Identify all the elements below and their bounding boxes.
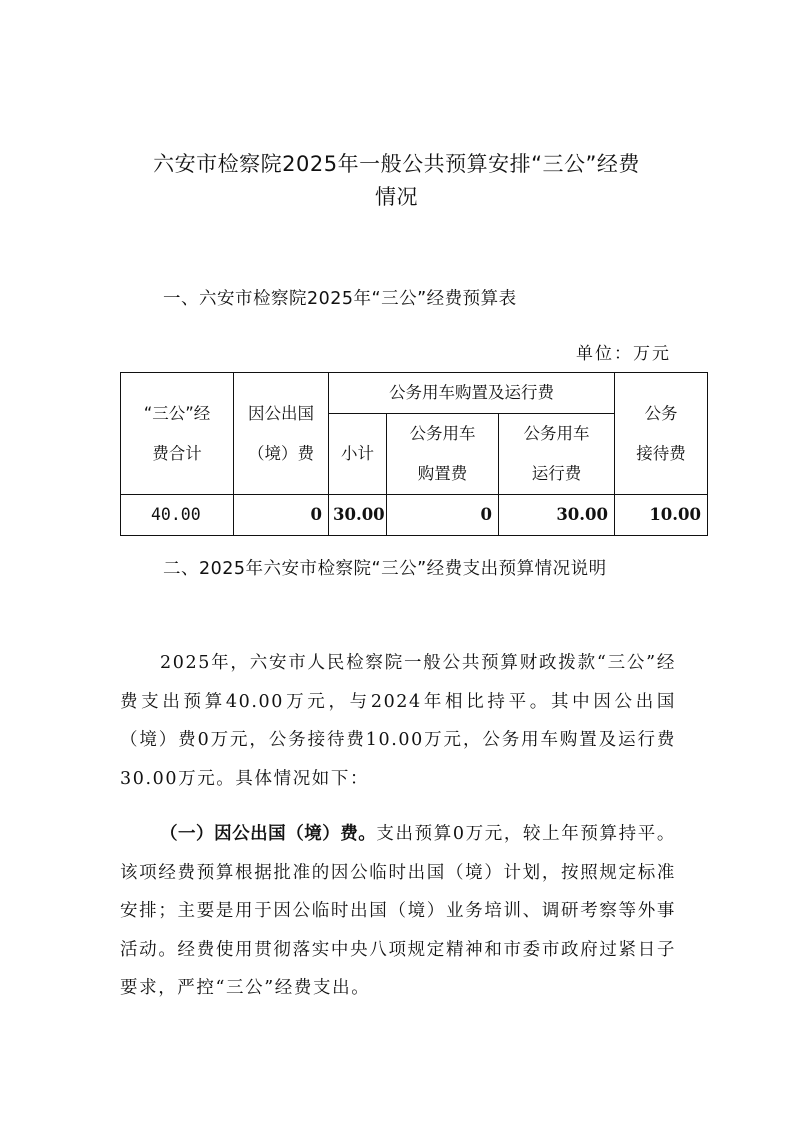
header-reception-line2: 接待费 xyxy=(636,443,686,463)
header-reception xyxy=(615,373,708,495)
page-title xyxy=(100,148,693,214)
cell-purchase: 0 xyxy=(387,495,499,536)
header-operation-line1: 公务用车 xyxy=(523,424,590,443)
header-total-line1: “三公”经 xyxy=(143,403,211,423)
header-operation xyxy=(499,414,615,495)
header-abroad-line1: 因公出国 xyxy=(248,403,314,423)
header-total-line2: 费合计 xyxy=(152,443,202,463)
page-title-line2: 情况 xyxy=(375,185,418,209)
header-subtotal: 小计 xyxy=(329,414,387,495)
budget-table xyxy=(120,372,708,536)
header-total xyxy=(121,373,234,495)
paragraph-abroad xyxy=(120,815,676,1008)
header-reception-line1: 公务 xyxy=(644,403,678,423)
header-purchase xyxy=(387,414,499,495)
paragraph-summary: 2025年，六安市人民检察院一般公共预算财政拨款“三公”经费支出预算40.00万元，与2024年相比持平。其中因公出国（境）费0万元，公务接待费10.00万元，公务用车购置及运行费30.00万元。具体情况如下： xyxy=(120,653,676,789)
paragraph-abroad-lead: （一）因公出国（境）费。 xyxy=(160,824,377,844)
cell-reception: 10.00 xyxy=(615,495,708,536)
cell-total: 40.00 xyxy=(121,495,234,536)
header-abroad-line2: （境）费 xyxy=(248,443,314,463)
header-abroad xyxy=(234,373,329,495)
header-purchase-line1: 公务用车 xyxy=(409,424,476,443)
paragraph-abroad-body: 支出预算0万元，较上年预算持平。该项经费预算根据批准的因公临时出国（境）计划，按照规定标准安排；主要是用于因公临时出国（境）业务培训、调研考察等外事活动。经费使用贯彻落实中央八项规定精神和市委市政府过紧日子要求，严控“三公”经费支出。 xyxy=(120,824,677,998)
unit-label: 单位：万元 xyxy=(576,344,671,364)
page-title-line1: 六安市检察院2025年一般公共预算安排“三公”经费 xyxy=(153,152,640,176)
section1-heading: 一、六安市检察院2025年“三公”经费预算表 xyxy=(163,289,517,309)
cell-subtotal: 30.00 xyxy=(329,495,387,536)
cell-abroad: 0 xyxy=(234,495,329,536)
section2-heading: 二、2025年六安市检察院“三公”经费支出预算情况说明 xyxy=(163,559,607,579)
header-purchase-line2: 购置费 xyxy=(417,464,468,483)
header-operation-line2: 运行费 xyxy=(531,464,582,483)
header-vehicle-group: 公务用车购置及运行费 xyxy=(329,373,615,414)
table-header-row xyxy=(121,373,708,414)
table-row xyxy=(121,495,708,536)
cell-operation: 30.00 xyxy=(499,495,615,536)
